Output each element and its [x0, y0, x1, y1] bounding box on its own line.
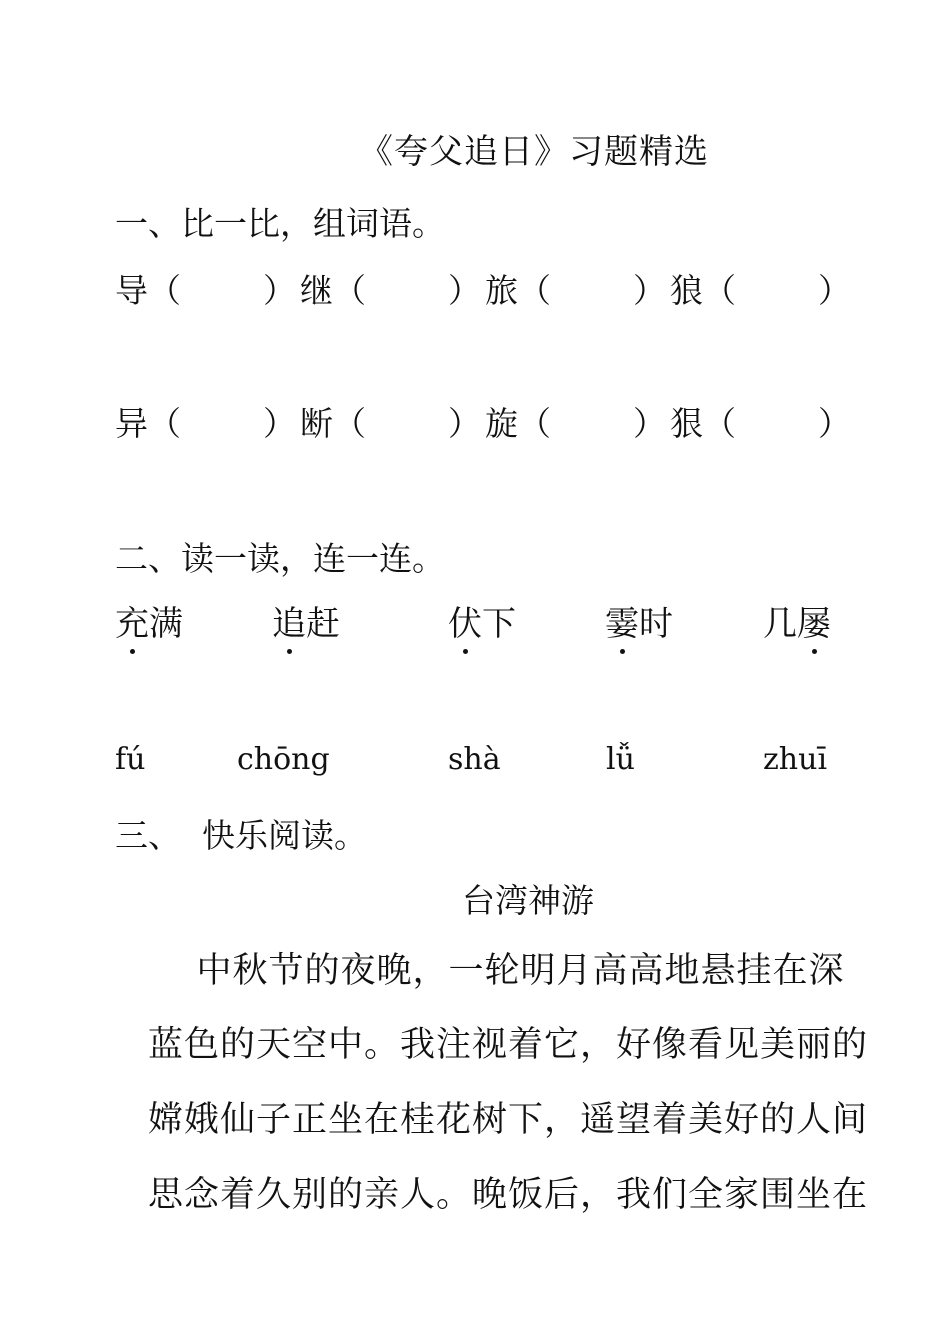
char-prompt: 旋（ [485, 404, 551, 443]
dotted-char: 追 [272, 596, 306, 645]
section2-heading: 二、读一读，连一连。 [115, 539, 445, 578]
paragraph-line: 嫦娥仙子正坐在桂花树下，遥望着美好的人间 [148, 1100, 869, 1140]
compare-row-2 [115, 398, 851, 446]
word-item: 霎时 [605, 596, 673, 645]
blank-close: ） [448, 404, 481, 443]
dotted-char: 霎 [605, 596, 639, 645]
paragraph-line: 蓝色的天空中。我注视着它，好像看见美丽的 [148, 1025, 869, 1065]
word-item: 几屡 [763, 596, 831, 645]
pinyin-item: chōng [237, 742, 330, 777]
pinyin-row [115, 742, 835, 790]
compare-row-1 [115, 265, 851, 313]
dotted-char: 充 [115, 596, 149, 645]
blank-close: ） [263, 404, 296, 443]
pinyin-item: lǚ [606, 742, 635, 777]
blank-close: ） [633, 271, 666, 310]
char-prompt: 狼（ [670, 271, 736, 310]
pinyin-item: zhuī [763, 742, 828, 777]
char-prompt: 异（ [115, 404, 181, 443]
blank-close: ） [633, 404, 666, 443]
char-prompt: 继（ [300, 271, 366, 310]
blank-close: ） [448, 271, 481, 310]
section3-heading: 三、 快乐阅读。 [115, 816, 367, 855]
pinyin-item: fú [115, 742, 146, 777]
word-item: 充满 [115, 596, 183, 645]
blank-close: ） [818, 404, 851, 443]
char-prompt: 旅（ [485, 271, 551, 310]
char-prompt: 导（ [115, 271, 181, 310]
char-prompt: 狠（ [670, 404, 736, 443]
blank-close: ） [818, 271, 851, 310]
char-prompt: 断（ [300, 404, 366, 443]
word-row [115, 596, 835, 644]
paragraph-line: 思念着久别的亲人。晚饭后，我们全家围坐在 [148, 1175, 869, 1215]
story-title: 台湾神游 [462, 881, 594, 920]
dotted-char: 伏 [448, 596, 482, 645]
word-item: 伏下 [448, 596, 516, 645]
page-title: 《夸父追日》习题精选 [359, 132, 709, 172]
dotted-char: 屡 [797, 596, 831, 645]
blank-close: ） [263, 271, 296, 310]
word-item: 追赶 [272, 596, 340, 645]
section1-heading: 一、比一比，组词语。 [115, 204, 445, 243]
paragraph-line: 中秋节的夜晚，一轮明月高高地悬挂在深 [148, 951, 845, 991]
pinyin-item: shà [448, 742, 501, 777]
